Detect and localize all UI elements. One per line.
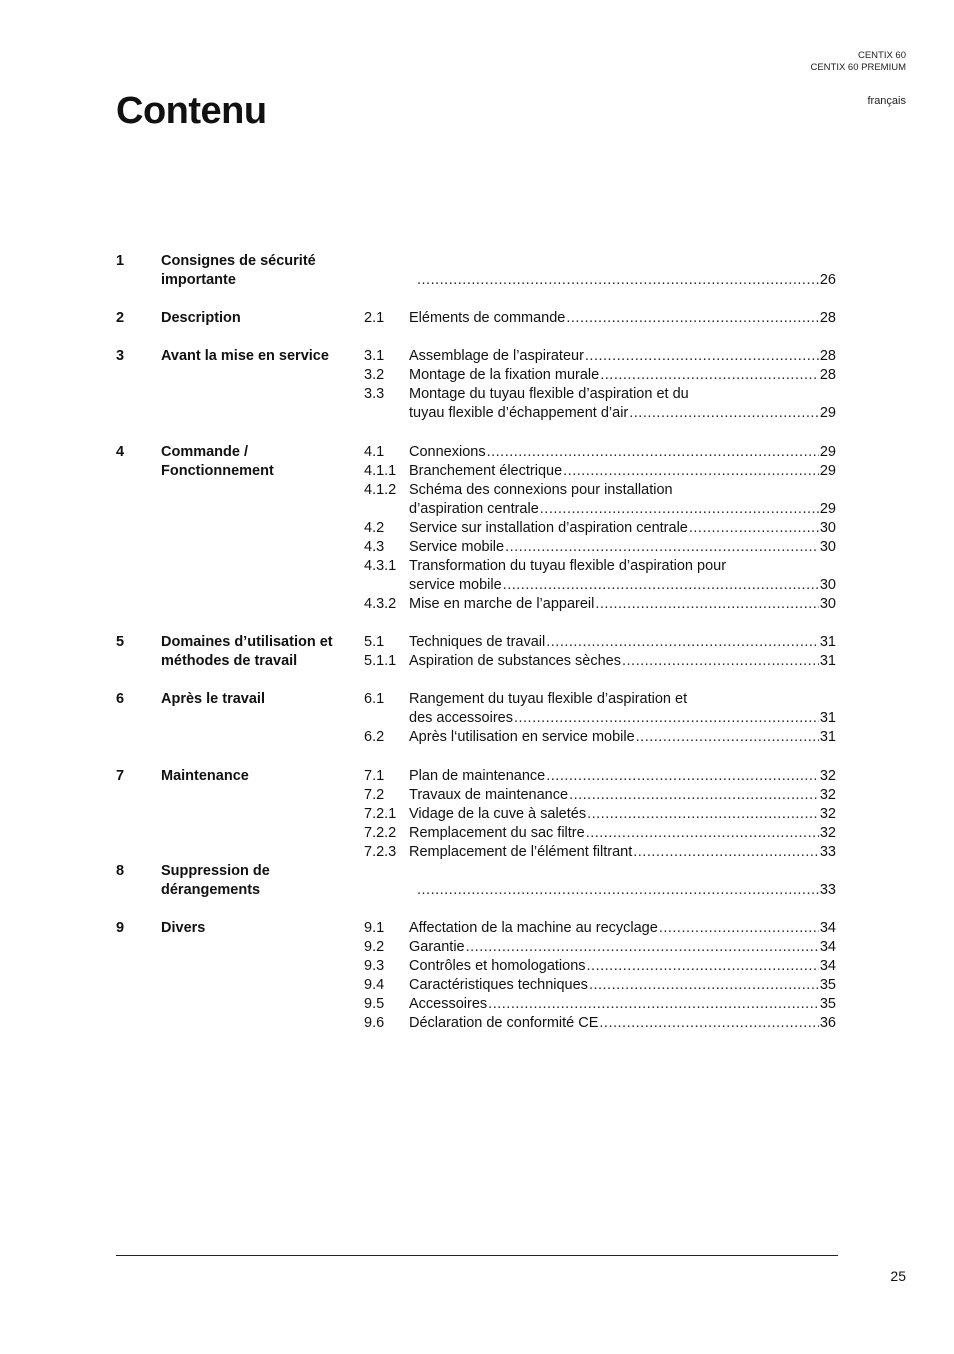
chapter-title[interactable]: Domaines d’utilisation et méthodes de travail [161,634,333,669]
section-number: 4.1.1 [364,463,397,479]
page-ref: 32 [819,768,836,784]
page-ref: 32 [819,787,836,803]
toc-entry[interactable] [364,957,836,976]
page-ref: 34 [819,920,836,936]
toc-chapter [116,633,836,671]
toc-entry[interactable] [364,309,836,328]
page-ref: 34 [819,958,836,974]
section-number: 7.2.1 [364,806,397,822]
page-ref: 31 [819,729,836,745]
page-ref: 29 [819,405,836,421]
dot-leader [689,519,819,538]
dot-leader [599,1014,818,1033]
toc-entry[interactable] [364,938,836,957]
section-title: Travaux de maintenance [409,787,569,803]
chapter-number: 2 [116,310,125,326]
page-ref: 31 [819,634,836,650]
section-title: Assemblage de l’aspirateur [409,348,584,364]
toc-entry[interactable] [364,347,836,366]
toc-chapter [116,767,836,862]
page-ref: 35 [819,977,836,993]
dot-leader [563,462,819,481]
section-number: 7.2.2 [364,825,397,841]
dot-leader [595,595,818,614]
chapter-number: 7 [116,768,125,784]
toc-entry[interactable] [364,995,836,1014]
language-label: français [867,95,906,107]
chapter-title[interactable]: Commande / Fonctionnement [161,444,274,479]
dot-leader [488,995,819,1014]
section-number: 2.1 [364,310,385,326]
chapter-title[interactable]: Description [161,310,241,326]
page-ref: 29 [819,463,836,479]
dot-leader [546,633,819,652]
section-title: Garantie [409,939,465,955]
section-title: Remplacement de l’élément filtrant [409,844,633,860]
dot-leader [417,271,819,290]
section-title: Mise en marche de l’appareil [409,596,595,612]
section-number: 6.1 [364,691,385,707]
section-title: Montage du tuyau flexible d’aspiration et du [409,386,689,402]
dot-leader [503,576,819,595]
toc-chapter [116,309,836,328]
section-number: 9.1 [364,920,385,936]
model-name-line1: CENTIX 60 [857,50,906,61]
page-ref: 31 [819,710,836,726]
page-ref: 33 [819,882,836,898]
chapter-entries [364,443,836,614]
page-ref: 26 [819,272,836,288]
dot-leader [417,881,819,900]
page-ref: 28 [819,348,836,364]
section-number: 3.2 [364,367,385,383]
toc-entry[interactable] [364,843,836,862]
chapter-entries [364,767,836,862]
section-number: 9.3 [364,958,385,974]
section-number: 4.2 [364,520,385,536]
chapter-title[interactable]: Consignes de sécurité importante [161,253,316,288]
toc-chapter [116,862,836,900]
section-number: 4.1.2 [364,482,397,498]
section-number: 9.6 [364,1015,385,1031]
chapter-number: 8 [116,863,125,879]
section-title: Accessoires [409,996,488,1012]
section-title: Montage de la fixation murale [409,367,600,383]
toc-entry[interactable] [364,462,836,481]
section-number: 4.1 [364,444,385,460]
dot-leader [466,938,819,957]
dot-leader [629,404,819,423]
dot-leader [566,309,819,328]
page-ref: 29 [819,444,836,460]
toc-entry[interactable] [364,728,836,747]
chapter-entries [364,252,836,290]
toc-entry[interactable] [364,481,836,519]
section-number: 9.4 [364,977,385,993]
page-ref: 32 [819,806,836,822]
chapter-title[interactable]: Maintenance [161,768,249,784]
toc-entry[interactable] [364,557,836,595]
toc-entry[interactable] [364,519,836,538]
section-title: Branchement électrique [409,463,563,479]
section-title: Caractéristiques techniques [409,977,588,993]
page-ref: 31 [819,653,836,669]
dot-leader [659,919,819,938]
toc-entry[interactable] [364,767,836,786]
section-number: 9.2 [364,939,385,955]
toc-chapter [116,443,836,614]
page-ref: 32 [819,825,836,841]
chapter-title[interactable]: Divers [161,920,206,936]
toc-entry[interactable] [364,1014,836,1033]
section-title: Transformation du tuyau flexible d’aspiration pour [409,558,727,574]
section-number: 7.1 [364,768,385,784]
toc-chapter [116,252,836,290]
chapter-entries [364,309,836,328]
section-title: Après l‘utilisation en service mobile [409,729,635,745]
chapter-number: 9 [116,920,125,936]
page-number: 25 [890,1268,906,1284]
section-number: 6.2 [364,729,385,745]
toc-entry[interactable] [364,538,836,557]
page-ref: 33 [819,844,836,860]
section-title: Déclaration de conformité CE [409,1015,599,1031]
chapter-entries [364,919,836,1033]
toc-entry[interactable] [364,633,836,652]
model-name-line2: CENTIX 60 PREMIUM [810,61,906,73]
dot-leader [569,786,819,805]
section-number: 9.5 [364,996,385,1012]
page-title: Contenu [116,90,267,132]
model-name [810,50,906,73]
toc-chapter [116,690,836,747]
section-title: tuyau flexible d’échappement d’air [409,405,629,421]
chapter-number: 4 [116,444,125,460]
page-ref: 30 [819,520,836,536]
toc-entry[interactable] [364,690,836,728]
toc-entry[interactable] [364,652,836,671]
dot-leader [514,709,819,728]
chapter-number: 1 [116,253,125,269]
toc-chapter [116,347,836,423]
chapter-entries [364,862,836,900]
toc-entry[interactable] [364,786,836,805]
dot-leader [505,538,819,557]
toc-entry[interactable] [364,366,836,385]
section-title: Remplacement du sac filtre [409,825,585,841]
section-title: Connexions [409,444,486,460]
section-title: Affectation de la machine au recyclage [409,920,658,936]
toc-entry[interactable] [364,862,836,900]
toc-entry[interactable] [364,805,836,824]
section-title: service mobile [409,577,502,593]
section-number: 3.1 [364,348,385,364]
section-number: 3.3 [364,386,385,402]
footer-divider [116,1255,838,1256]
chapter-entries [364,633,836,671]
section-title: Vidage de la cuve à saletés [409,806,587,822]
section-title: Techniques de travail [409,634,546,650]
section-title: Rangement du tuyau flexible d’aspiration et [409,691,688,707]
page-ref: 30 [819,577,836,593]
toc-entry[interactable] [364,919,836,938]
section-title: Service sur installation d’aspiration centrale [409,520,688,536]
section-number: 4.3 [364,539,385,555]
section-title: Plan de maintenance [409,768,546,784]
toc-entry[interactable] [364,976,836,995]
section-title: Contrôles et homologations [409,958,586,974]
dot-leader [546,767,819,786]
section-title: Eléments de commande [409,310,566,326]
section-number: 7.2.3 [364,844,397,860]
toc-entry[interactable] [364,385,836,423]
section-number: 5.1 [364,634,385,650]
chapter-number: 3 [116,348,125,364]
chapter-number: 5 [116,634,125,650]
dot-leader [589,976,819,995]
section-title: Service mobile [409,539,505,555]
chapter-entries [364,347,836,423]
page-ref: 29 [819,501,836,517]
chapter-title[interactable]: Suppression de dérangements [161,863,270,898]
page-ref: 36 [819,1015,836,1031]
page-ref: 30 [819,539,836,555]
page-ref: 30 [819,596,836,612]
dot-leader [585,347,819,366]
chapter-entries [364,690,836,747]
section-number: 4.3.1 [364,558,397,574]
toc-chapter [116,919,836,1033]
section-number: 5.1.1 [364,653,397,669]
dot-leader [586,824,819,843]
section-title: des accessoires [409,710,513,726]
chapter-title[interactable]: Après le travail [161,691,265,707]
chapter-number: 6 [116,691,125,707]
section-title: Aspiration de substances sèches [409,653,621,669]
chapter-title[interactable]: Avant la mise en service [161,348,329,364]
section-title: d’aspiration centrale [409,501,539,517]
dot-leader [587,805,819,824]
page-ref: 35 [819,996,836,1012]
section-title: Schéma des connexions pour installation [409,482,673,498]
dot-leader [587,957,819,976]
page-ref: 28 [819,367,836,383]
dot-leader [622,652,819,671]
page-ref: 28 [819,310,836,326]
section-number: 4.3.2 [364,596,397,612]
page-ref: 34 [819,939,836,955]
dot-leader [540,500,819,519]
dot-leader [600,366,819,385]
section-number: 7.2 [364,787,385,803]
dot-leader [633,843,819,862]
toc-entry[interactable] [364,824,836,843]
toc-entry[interactable] [364,595,836,614]
dot-leader [636,728,819,747]
toc-entry[interactable] [364,443,836,462]
toc-entry[interactable] [364,252,836,290]
dot-leader [487,443,819,462]
